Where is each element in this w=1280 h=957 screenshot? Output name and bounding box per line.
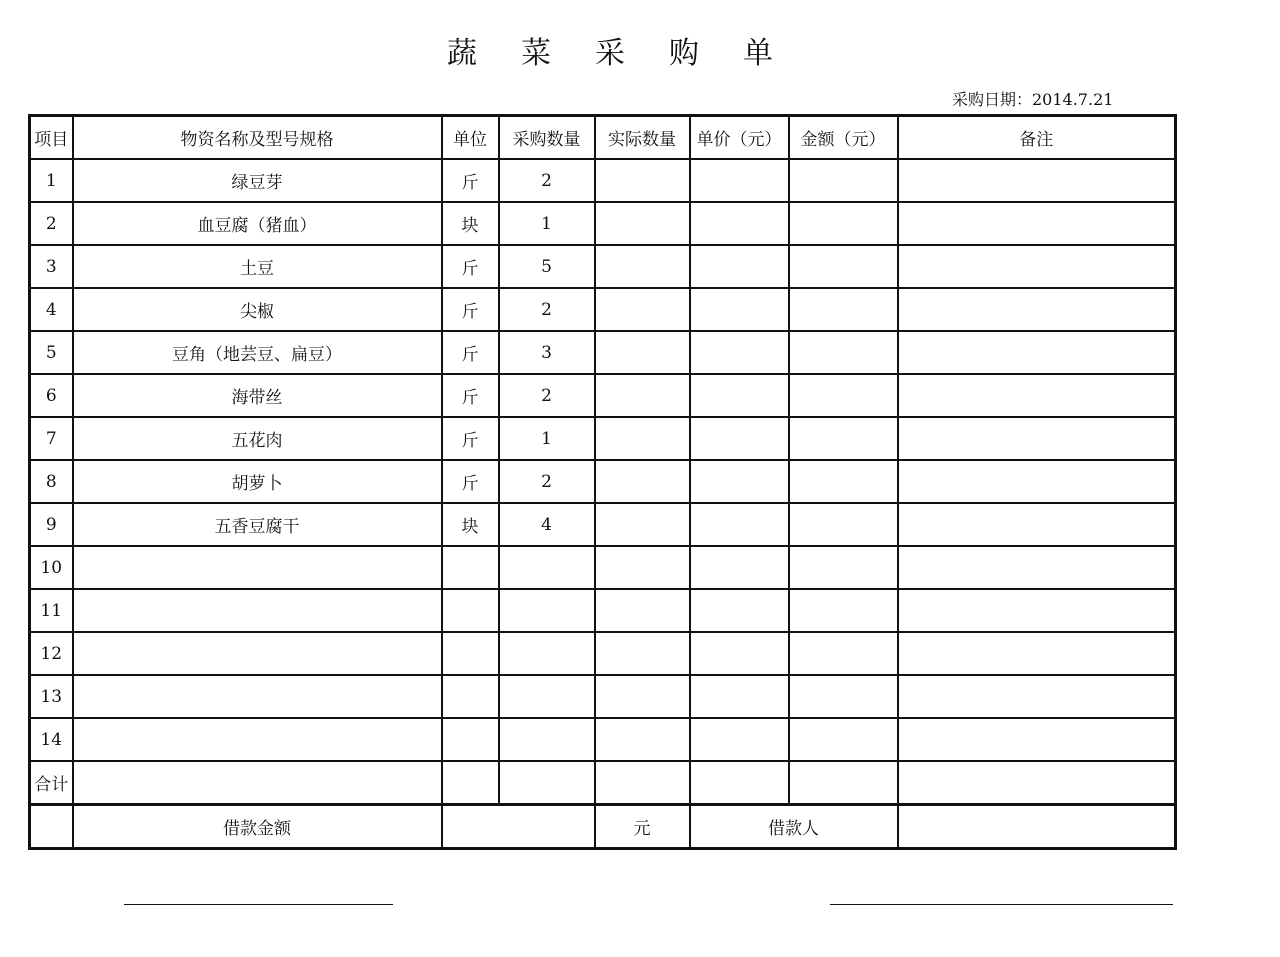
row-material-name: 五花肉 — [73, 417, 442, 460]
total-cell — [789, 761, 898, 805]
row-unit-price — [690, 288, 789, 331]
row-remarks — [898, 589, 1176, 632]
row-item-no: 5 — [30, 331, 73, 374]
row-unit: 斤 — [442, 288, 499, 331]
row-amount — [789, 460, 898, 503]
row-unit: 斤 — [442, 374, 499, 417]
row-unit — [442, 675, 499, 718]
row-unit-price — [690, 331, 789, 374]
title-char: 采 — [595, 36, 625, 71]
table-row — [30, 245, 1176, 288]
table-row — [30, 417, 1176, 460]
row-unit: 块 — [442, 503, 499, 546]
row-item-no: 4 — [30, 288, 73, 331]
row-remarks — [898, 417, 1176, 460]
row-actual-qty — [595, 632, 690, 675]
row-item-no: 11 — [30, 589, 73, 632]
header-item-no: 项目 — [30, 116, 73, 160]
row-purchase-qty — [499, 632, 595, 675]
row-actual-qty — [595, 460, 690, 503]
row-remarks — [898, 288, 1176, 331]
row-remarks — [898, 503, 1176, 546]
row-remarks — [898, 374, 1176, 417]
row-amount — [789, 374, 898, 417]
row-purchase-qty — [499, 589, 595, 632]
total-label: 合计 — [30, 761, 73, 805]
row-purchase-qty: 5 — [499, 245, 595, 288]
row-purchase-qty — [499, 675, 595, 718]
header-amount: 金额（元） — [789, 116, 898, 160]
row-item-no: 8 — [30, 460, 73, 503]
row-unit-price — [690, 460, 789, 503]
row-amount — [789, 718, 898, 761]
row-item-no: 7 — [30, 417, 73, 460]
header-material-name: 物资名称及型号规格 — [73, 116, 442, 160]
row-remarks — [898, 331, 1176, 374]
table-row — [30, 159, 1176, 202]
row-remarks — [898, 546, 1176, 589]
row-remarks — [898, 718, 1176, 761]
row-purchase-qty: 2 — [499, 374, 595, 417]
table-row — [30, 460, 1176, 503]
total-cell — [442, 761, 499, 805]
row-material-name — [73, 675, 442, 718]
row-material-name: 土豆 — [73, 245, 442, 288]
row-item-no: 12 — [30, 632, 73, 675]
row-amount — [789, 331, 898, 374]
row-actual-qty — [595, 503, 690, 546]
row-material-name: 血豆腐（猪血） — [73, 202, 442, 245]
row-actual-qty — [595, 374, 690, 417]
header-unit: 单位 — [442, 116, 499, 160]
row-unit-price — [690, 675, 789, 718]
row-actual-qty — [595, 675, 690, 718]
total-row — [30, 761, 1176, 805]
purchase-date: 采购日期：2014.7.21 — [952, 90, 1114, 109]
row-material-name: 海带丝 — [73, 374, 442, 417]
title-char: 单 — [743, 36, 773, 71]
total-cell — [499, 761, 595, 805]
row-actual-qty — [595, 589, 690, 632]
row-purchase-qty: 2 — [499, 288, 595, 331]
row-unit: 块 — [442, 202, 499, 245]
row-remarks — [898, 460, 1176, 503]
signature-line-right — [830, 904, 1173, 905]
row-amount — [789, 546, 898, 589]
row-actual-qty — [595, 331, 690, 374]
title-char: 蔬 — [447, 36, 477, 71]
row-purchase-qty — [499, 546, 595, 589]
total-cell — [73, 761, 442, 805]
loan-row — [30, 805, 1176, 849]
header-row — [30, 116, 1176, 160]
table-row — [30, 503, 1176, 546]
row-unit — [442, 718, 499, 761]
row-item-no: 3 — [30, 245, 73, 288]
row-purchase-qty: 1 — [499, 417, 595, 460]
row-amount — [789, 202, 898, 245]
table-row — [30, 632, 1176, 675]
row-material-name: 尖椒 — [73, 288, 442, 331]
header-unit-price: 单价（元） — [690, 116, 789, 160]
row-unit-price — [690, 417, 789, 460]
row-item-no: 6 — [30, 374, 73, 417]
row-actual-qty — [595, 417, 690, 460]
title-char: 菜 — [521, 36, 551, 71]
row-material-name: 五香豆腐干 — [73, 503, 442, 546]
row-unit-price — [690, 503, 789, 546]
table-row — [30, 546, 1176, 589]
row-item-no: 13 — [30, 675, 73, 718]
purchase-table — [28, 114, 1177, 850]
row-unit-price — [690, 202, 789, 245]
row-material-name: 胡萝卜 — [73, 460, 442, 503]
row-purchase-qty: 3 — [499, 331, 595, 374]
loan-amount-label: 借款金额 — [73, 805, 442, 849]
row-amount — [789, 288, 898, 331]
total-cell — [690, 761, 789, 805]
row-unit-price — [690, 546, 789, 589]
loan-amount-value — [442, 805, 595, 849]
row-unit: 斤 — [442, 245, 499, 288]
row-material-name — [73, 632, 442, 675]
total-cell — [898, 761, 1176, 805]
row-amount — [789, 503, 898, 546]
row-amount — [789, 245, 898, 288]
row-actual-qty — [595, 245, 690, 288]
row-actual-qty — [595, 288, 690, 331]
currency-label: 元 — [595, 805, 690, 849]
row-amount — [789, 589, 898, 632]
row-unit: 斤 — [442, 331, 499, 374]
row-unit-price — [690, 374, 789, 417]
row-amount — [789, 675, 898, 718]
row-remarks — [898, 675, 1176, 718]
row-unit: 斤 — [442, 417, 499, 460]
row-item-no: 2 — [30, 202, 73, 245]
row-unit: 斤 — [442, 159, 499, 202]
row-remarks — [898, 159, 1176, 202]
borrower-value — [898, 805, 1176, 849]
signature-line-left — [124, 904, 393, 905]
row-remarks — [898, 632, 1176, 675]
table-row — [30, 331, 1176, 374]
total-cell — [595, 761, 690, 805]
row-actual-qty — [595, 159, 690, 202]
table-row — [30, 675, 1176, 718]
row-material-name: 绿豆芽 — [73, 159, 442, 202]
row-item-no: 9 — [30, 503, 73, 546]
row-actual-qty — [595, 546, 690, 589]
table-body — [30, 159, 1176, 761]
row-unit — [442, 632, 499, 675]
row-item-no: 10 — [30, 546, 73, 589]
loan-blank-cell — [30, 805, 73, 849]
row-amount — [789, 417, 898, 460]
table-row — [30, 374, 1176, 417]
row-material-name — [73, 718, 442, 761]
header-actual-qty: 实际数量 — [595, 116, 690, 160]
row-purchase-qty — [499, 718, 595, 761]
row-unit — [442, 546, 499, 589]
row-remarks — [898, 202, 1176, 245]
row-unit-price — [690, 589, 789, 632]
table-row — [30, 288, 1176, 331]
row-remarks — [898, 245, 1176, 288]
row-item-no: 14 — [30, 718, 73, 761]
row-material-name — [73, 589, 442, 632]
title-char: 购 — [669, 36, 699, 71]
row-unit — [442, 589, 499, 632]
row-actual-qty — [595, 202, 690, 245]
row-material-name — [73, 546, 442, 589]
document-title — [0, 28, 1220, 72]
row-amount — [789, 159, 898, 202]
table-row — [30, 202, 1176, 245]
row-purchase-qty: 2 — [499, 460, 595, 503]
borrower-label: 借款人 — [690, 805, 898, 849]
row-unit-price — [690, 632, 789, 675]
header-remarks: 备注 — [898, 116, 1176, 160]
header-purchase-qty: 采购数量 — [499, 116, 595, 160]
table-row — [30, 718, 1176, 761]
row-item-no: 1 — [30, 159, 73, 202]
row-material-name: 豆角（地芸豆、扁豆） — [73, 331, 442, 374]
row-unit: 斤 — [442, 460, 499, 503]
row-purchase-qty: 4 — [499, 503, 595, 546]
row-purchase-qty: 2 — [499, 159, 595, 202]
row-purchase-qty: 1 — [499, 202, 595, 245]
row-unit-price — [690, 245, 789, 288]
row-amount — [789, 632, 898, 675]
row-unit-price — [690, 159, 789, 202]
row-unit-price — [690, 718, 789, 761]
row-actual-qty — [595, 718, 690, 761]
table-row — [30, 589, 1176, 632]
